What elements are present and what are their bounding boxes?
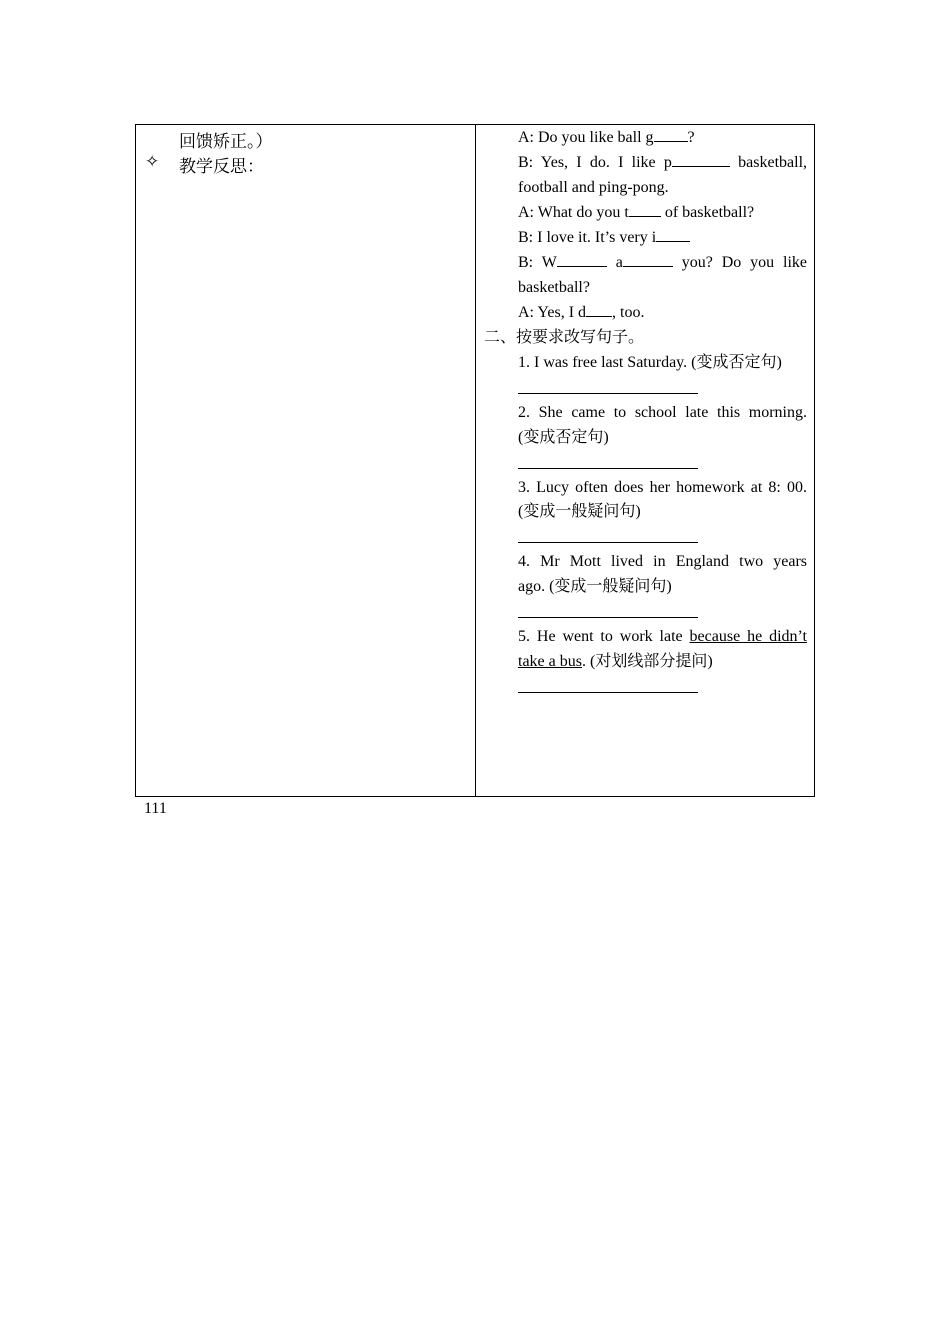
feedback-line: 回馈矫正。） (179, 132, 273, 151)
dialogue-line-2: B: Yes, I do. I like p basketball, (518, 154, 808, 171)
question-1: 1. I was free last Saturday. (变成否定句) (518, 354, 782, 371)
answer-line-3[interactable] (518, 542, 698, 543)
answer-line-5[interactable] (518, 692, 698, 693)
dialogue-line-5: B: I love it. It’s very i (518, 225, 807, 250)
question-3-line-1: 3. Lucy often does her homework at 8: 00. (518, 479, 807, 496)
dialogue-line-7: basketball? (518, 279, 590, 296)
star-bullet-icon: ✧ (145, 152, 160, 171)
underlined-phrase: because he didn’t (689, 628, 807, 645)
lesson-table (135, 124, 815, 797)
answer-line-4[interactable] (518, 617, 698, 618)
reflection-cell (136, 125, 475, 796)
dialogue-line-3: football and ping-pong. (518, 179, 669, 196)
dialogue-line-6: B: W a you? Do you like (518, 254, 807, 271)
fill-blank[interactable] (557, 252, 607, 267)
question-5-line-2: take a bus. (对划线部分提问) (518, 653, 713, 670)
fill-blank[interactable] (654, 127, 688, 142)
question-2-line-2: (变成否定句) (518, 429, 609, 446)
dialogue-line-4: A: What do you t of basketball? (518, 204, 755, 221)
fill-blank[interactable] (656, 227, 690, 242)
underlined-phrase: take a bus (518, 653, 582, 670)
fill-blank[interactable] (672, 152, 730, 167)
question-4-line-1: 4. Mr Mott lived in England two years (518, 553, 807, 570)
fill-blank[interactable] (586, 302, 612, 317)
dialogue-line-1: A: Do you like ball g ? (518, 129, 695, 146)
answer-line-2[interactable] (518, 468, 698, 469)
question-2-line-1: 2. She came to school late this morning. (518, 404, 807, 421)
question-4-line-2: ago. (变成一般疑问句) (518, 578, 672, 595)
question-5-line-1: 5. He went to work late because he didn’t (518, 628, 807, 645)
fill-blank[interactable] (629, 202, 661, 217)
question-3-line-2: (变成一般疑问句) (518, 503, 641, 520)
teaching-reflection-label: 教学反思： (179, 157, 264, 176)
exercise-cell (476, 125, 814, 796)
page-number: 111 (144, 800, 167, 817)
answer-line-1[interactable] (518, 393, 698, 394)
fill-blank[interactable] (623, 252, 673, 267)
dialogue-line-8: A: Yes, I d , too. (518, 304, 645, 321)
section-2-heading: 二、按要求改写句子。 (484, 329, 645, 346)
